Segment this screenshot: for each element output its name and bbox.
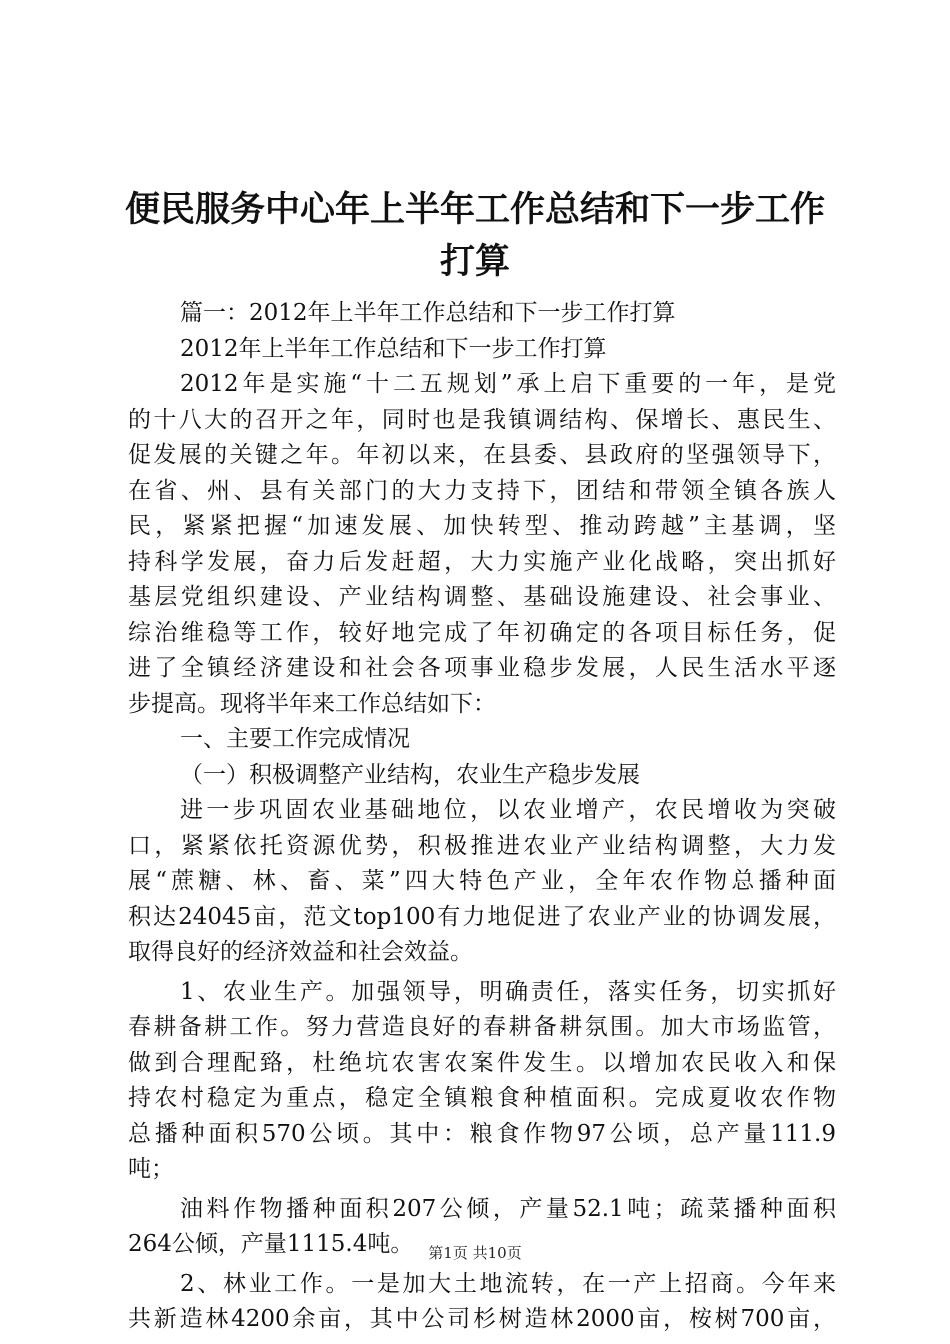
text-line: 口，紧紧依托资源优势，积极推进农业产业结构调整，大力发 bbox=[128, 832, 836, 859]
text-line: 油料作物播种面积207公倾，产量52.1吨；疏菜播种面积 bbox=[180, 1195, 836, 1222]
text-line: （一）积极调整产业结构，农业生产稳步发展 bbox=[180, 761, 640, 788]
text-line: 促发展的关键之年。年初以来，在县委、县政府的坚强领导下， bbox=[128, 442, 836, 468]
text-line: 取得良好的经济效益和社会效益。 bbox=[128, 939, 473, 965]
text-line: 持科学发展，奋力后发赶超，大力实施产业化战略，突出抓好 bbox=[128, 548, 836, 575]
text-line: 在省、州、县有关部门的大力支持下，团结和带领全镇各族人 bbox=[128, 477, 836, 504]
text-line: 共新造林4200余亩，其中公司杉树造林2000亩，桉树700亩， bbox=[128, 1306, 836, 1332]
text-line: 进一步巩固农业基础地位，以农业增产，农民增收为突破 bbox=[180, 797, 836, 823]
text-line: 进了全镇经济建设和社会各项事业稳步发展，人民生活水平逐 bbox=[128, 655, 836, 681]
text-line: 积达24045亩，范文top100有力地促进了农业产业的协调发展， bbox=[128, 903, 836, 930]
page-footer: 第1页 共10页 bbox=[428, 1244, 522, 1262]
text-line: 2、林业工作。一是加大土地流转，在一产上招商。今年来 bbox=[180, 1270, 836, 1297]
text-line: 基层党组织建设、产业结构调整、基础设施建设、社会事业、 bbox=[128, 584, 836, 610]
text-line: 展“蔗糖、林、畜、菜”四大特色产业，全年农作物总播种面 bbox=[128, 868, 836, 894]
text-line: 264公倾，产量1115.4吨。 bbox=[128, 1231, 414, 1257]
text-line: 吨； bbox=[128, 1156, 174, 1182]
text-line: 一、主要工作完成情况 bbox=[180, 726, 410, 752]
text-line: 的十八大的召开之年，同时也是我镇调结构、保增长、惠民生、 bbox=[128, 406, 836, 433]
text-line: 做到合理配臵，杜绝坑农害农案件发生。以增加农民收入和保 bbox=[128, 1049, 836, 1076]
text-line: 篇一：2012年上半年工作总结和下一步工作打算 bbox=[180, 300, 676, 326]
text-line: 持农村稳定为重点，稳定全镇粮食种植面积。完成夏收农作物 bbox=[128, 1085, 836, 1111]
text-line: 总播种面积570公顷。其中：粮食作物97公顷，总产量111.9 bbox=[128, 1120, 836, 1147]
text-line: 民，紧紧把握“加速发展、加快转型、推动跨越”主基调，坚 bbox=[128, 513, 836, 539]
document-title-line-2: 打算 bbox=[439, 242, 510, 282]
document-title-line-1: 便民服务中心年上半年工作总结和下一步工作 bbox=[124, 190, 825, 230]
text-line: 2012年是实施“十二五规划”承上启下重要的一年，是党 bbox=[180, 371, 836, 397]
document-body bbox=[128, 296, 836, 1338]
text-line: 2012年上半年工作总结和下一步工作打算 bbox=[180, 335, 607, 362]
text-line: 春耕备耕工作。努力营造良好的春耕备耕氛围。加大市场监管， bbox=[128, 1014, 836, 1040]
text-line: 步提高。现将半年来工作总结如下： bbox=[128, 690, 496, 717]
text-line: 综治维稳等工作，较好地完成了年初确定的各项目标任务，促 bbox=[128, 619, 836, 646]
text-line: 1、农业生产。加强领导，明确责任，落实任务，切实抓好 bbox=[180, 978, 836, 1005]
